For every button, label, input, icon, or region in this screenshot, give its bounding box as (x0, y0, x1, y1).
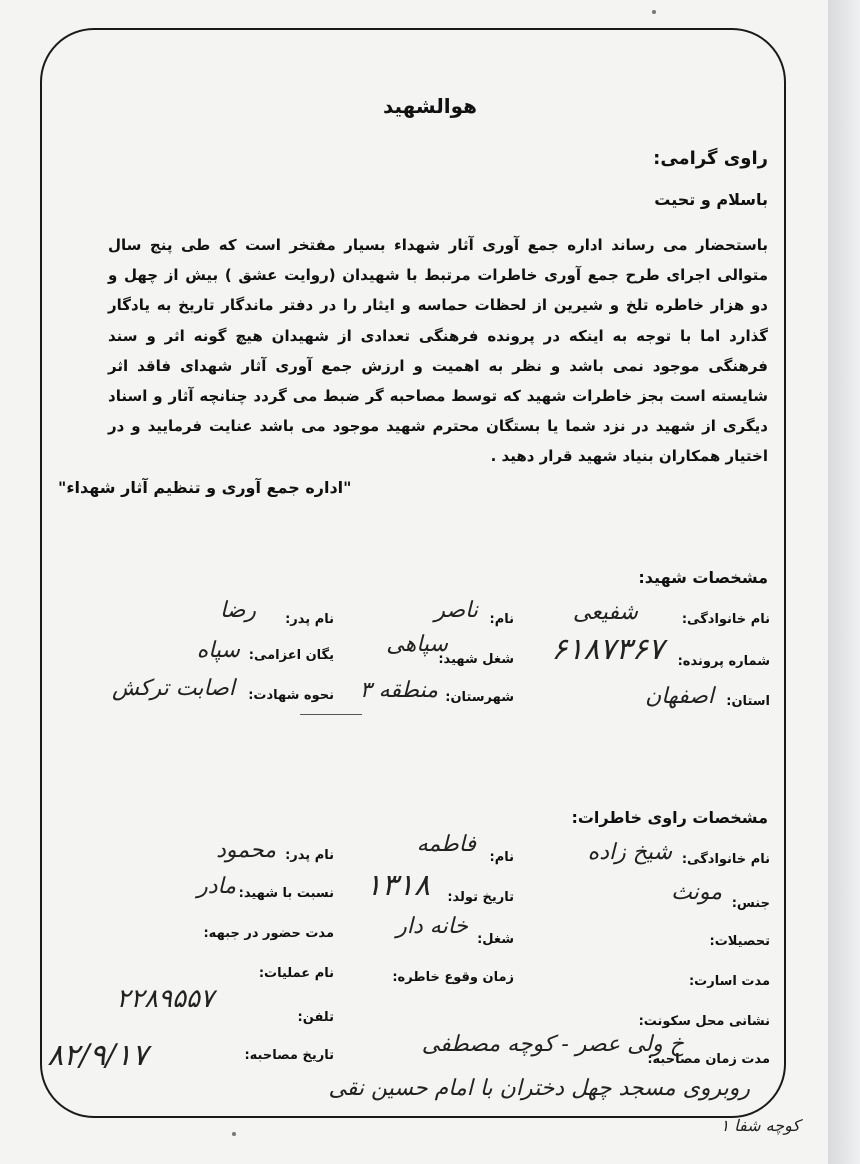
narrator-birth-date-value: ۱۳۱۸ (365, 868, 430, 903)
narrator-interview-date-label: تاریخ مصاحبه: (244, 1048, 334, 1063)
martyr-first-name-value: ناصر (434, 598, 478, 623)
narrator-family-name-label: نام خانوادگی: (681, 852, 770, 867)
narrator-education-label: تحصیلات: (709, 934, 770, 949)
narrator-family-name-value: شیخ زاده (587, 840, 672, 865)
narrator-front-duration-label: مدت حضور در جبهه: (203, 926, 334, 941)
narrator-interview-date-value: ۸۲/۹/۱۷ (47, 1038, 148, 1073)
narrator-section-title: مشخصات راوی خاطرات: (571, 808, 768, 827)
narrator-address-continuation: روبروی مسجد چهل دختران با امام حسین نقی (328, 1076, 750, 1101)
narrator-phone-value: ۲۲۸۹۵۵۷ (116, 984, 214, 1014)
martyr-manner-value: اصابت ترکش (112, 676, 235, 701)
narrator-gender-value: مونث (671, 880, 722, 905)
body-paragraph: باستحضار می رساند اداره جمع آوری آثار شهداء بسیار مفتخر است که طی پنج سال متوالی اجرای طرح جمع آوری خاطرات مرتبط با شهیدان (روایت عشق ) بیش از چهل و دو هزار خاطره تلخ و شیرین از لحظات حماسه و ایثار را در دفتر ماندگار تاریخ به یادگار گذارد اما با توجه به اینکه در پرونده فرهنگی تعدادی از شهیدان هیچ گونه اثر و سند فرهنگی موجود نمی باشد و نظر به اهمیت و ارزش جمع آوری آثار شهدای فاقد اثر شایسته است بجز خاطرات شهید که توسط مصاحبه گر ضبط می گردد چنانچه آثار و اسناد دیگری از شهید در نزد شما یا بستگان محترم شهید موجود می باشد عنایت فرمایید و در اختیار همکاران بنیاد شهید قرار دهید . (108, 236, 768, 466)
narrator-job-value: خانه دار (396, 914, 468, 939)
narrator-gender-label: جنس: (731, 896, 770, 911)
narrator-father-name-label: نام پدر: (285, 848, 334, 863)
narrator-job-label: شغل: (477, 932, 514, 947)
martyr-unit-label: یگان اعزامی: (248, 648, 334, 663)
narrator-phone-label: تلفن: (297, 1010, 334, 1025)
martyr-section-title: مشخصات شهید: (638, 568, 768, 587)
narrator-birth-date-label: تاریخ تولد: (447, 890, 514, 905)
narrator-captivity-label: مدت اسارت: (688, 974, 770, 989)
martyr-first-name-label: نام: (489, 612, 514, 627)
narrator-father-name-value: محمود (216, 838, 276, 863)
narrator-operation-label: نام عملیات: (258, 966, 334, 981)
martyr-file-number-value: ۶۱۸۷۳۶۷ (551, 632, 664, 667)
narrator-interview-place-label: مدت زمان مصاحبه: (647, 1052, 770, 1067)
department-signature: "اداره جمع آوری و تنظیم آثار شهداء" (58, 478, 352, 497)
greeting-title: راوی گرامی: (653, 148, 768, 169)
martyr-unit-value: سپاه (196, 638, 240, 663)
narrator-memory-time-label: زمان وقوع خاطره: (392, 970, 514, 985)
martyr-occupation-value: سپاهی (386, 632, 448, 657)
martyr-city-underline (300, 714, 362, 715)
narrator-first-name-value: فاطمه (416, 832, 476, 857)
martyr-province-value: اصفهان (645, 684, 714, 709)
narrator-address-label: نشانی محل سکونت: (638, 1014, 770, 1029)
martyr-province-label: استان: (726, 694, 770, 709)
narrator-relation-value: مادر (197, 874, 236, 899)
martyr-father-name-label: نام پدر: (285, 612, 334, 627)
greeting-salutation: باسلام و تحیت (654, 190, 768, 209)
scan-speck (652, 10, 656, 14)
page-heading: هوالشهید (382, 94, 478, 118)
martyr-file-number-label: شماره پرونده: (677, 654, 770, 669)
martyr-father-name-value: رضا (219, 598, 256, 623)
narrator-relation-label: نسبت با شهید: (238, 886, 334, 901)
martyr-city-value: منطقه ۳ (359, 678, 438, 703)
narrator-first-name-label: نام: (489, 850, 514, 865)
martyr-manner-label: نحوه شهادت: (248, 688, 334, 703)
narrator-interview-place-value: خ ولی عصر - کوچه مصطفی (421, 1032, 684, 1057)
scan-speck (232, 1132, 236, 1136)
martyr-city-label: شهرستان: (445, 690, 514, 705)
martyr-family-name-label: نام خانوادگی: (681, 612, 770, 627)
scan-edge (828, 0, 860, 1164)
martyr-occupation-label: شغل شهید: (438, 652, 514, 667)
martyr-family-name-value: شفیعی (572, 600, 638, 625)
margin-note: کوچه شفا ۱ (720, 1116, 800, 1135)
